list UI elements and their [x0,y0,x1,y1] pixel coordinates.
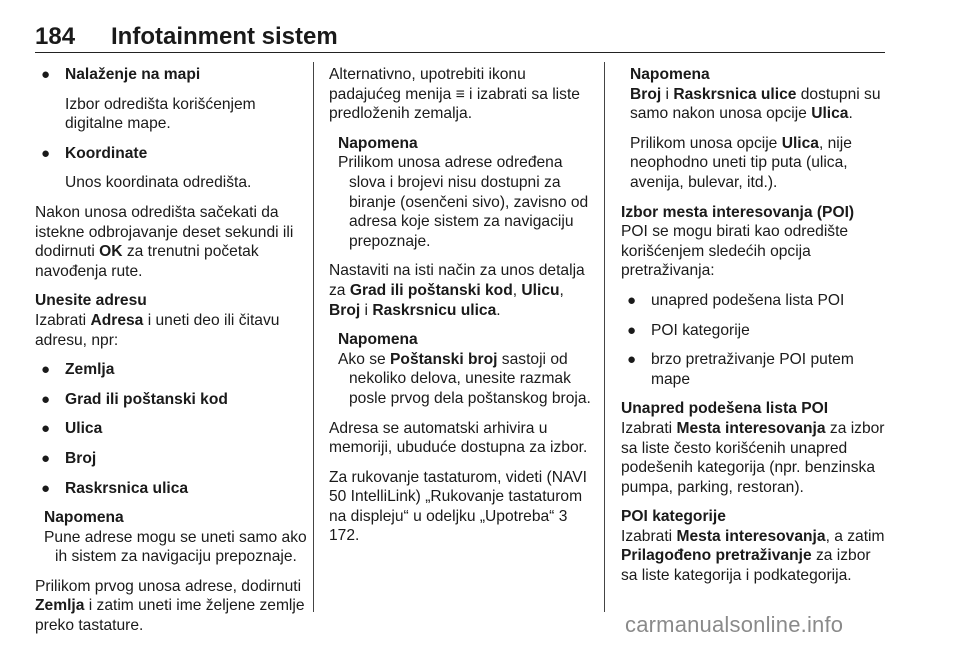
paragraph: Prilikom prvog unosa adrese, dodirnuti Zemlja i zatim uneti ime željene zemlje preko tastature. [35,577,305,635]
note-text: Broj i Raskrsnica ulice dostupni su samo nakon unosa opcije Ulica. [630,85,881,123]
bullet-description: Izbor odredišta korišćenjem digitalne mape. [65,95,256,133]
bullet-description: Unos koordinata odredišta. [65,174,252,192]
page-number: 184 [35,23,76,50]
note-title: Napomena [338,331,418,349]
paragraph: Nastaviti na isti način za unos detalja za Grad ili poštanski kod, Ulicu, Broj i Raskrsnicu ulica. [329,262,585,319]
section-heading: Izbor mesta interesovanja (POI) [621,203,855,221]
section [621,507,889,585]
bullet-item [35,144,308,164]
note-box [621,65,889,193]
list-item: ● unapred podešena lista POI [627,291,845,309]
column-divider [313,62,314,612]
bullet-icon: ● [41,361,51,379]
bullet-title: Koordinate [65,144,148,162]
bullet-icon: ● [627,321,637,339]
paragraph: Izabrati Mesta interesovanja za izbor sa liste često korišćenih unapred podešenih kategorija (npr. benzinska pumpa, parking, restoran). [621,419,885,496]
bullet-icon: ● [41,449,51,467]
bullet-icon: ● [41,420,51,438]
section-heading: Unapred podešena lista POI [621,400,829,418]
bullet-icon: ● [41,479,51,497]
note-box [329,330,595,408]
page-reference-icon: 3 [558,507,568,525]
note-title: Napomena [338,134,418,152]
section [35,291,308,350]
list-item: ● Raskrsnica ulica [41,479,189,497]
column-3 [621,65,889,596]
list-item: ● Grad ili poštanski kod [41,390,228,408]
bullet-icon: ● [627,351,637,369]
bullet-title: Nalaženje na mapi [65,66,201,83]
bullet-icon: ● [627,291,637,309]
bullet-icon: ● [41,66,51,83]
section-heading: POI kategorije [621,508,726,526]
watermark: carmanualsonline.info [625,612,844,637]
page-header [35,20,885,53]
list-item: ● Broj [41,449,97,467]
paragraph: POI se mogu birati kao odredište korišćenjem sledećih opcija pretraživanja: [621,223,849,280]
paragraph: Izabrati Adresa i uneti deo ili čitavu adresu, npr: [35,311,280,349]
bullet-icon: ● [41,390,51,408]
list-item: ● Ulica [41,420,103,438]
menu-icon: ≡ [455,85,465,103]
note-title: Napomena [630,66,710,83]
note-box [329,134,595,252]
column-divider [604,62,605,612]
column-1 [35,65,308,646]
paragraph: Alternativno, upotrebiti ikonu padajućeg menija ≡ i izabrati sa liste predloženih zemalja. [329,66,580,123]
list-item: ● Zemlja [41,361,115,379]
column-2 [329,65,595,556]
section-heading: Unesite adresu [35,292,147,310]
list-item: ● POI kategorije [627,321,750,339]
paragraph: Izabrati Mesta interesovanja, a zatim Prilagođeno pretraživanje za izbor sa liste kategorija i podkategorija. [621,527,885,585]
note-text: Prilikom unosa adrese određena slova i brojevi nisu dostupni za biranje (osenčeni sivo), zavisno od adresa koje sistem za navigaciju prepoznaje. [338,154,589,250]
note-box [35,508,308,567]
paragraph: Nakon unosa odredišta sačekati da istekne odbrojavanje deset sekundi ili dodirnuti OK za trenutni početak navođenja rute. [35,203,294,280]
note-text: Prilikom unosa opcije Ulica, nije neophodno uneti tip puta (ulica, avenija, bulevar, itd.). [630,134,852,191]
list-item: ● brzo pretraživanje POI putem mape [627,351,854,388]
section [621,203,889,281]
note-text: Ako se Poštanski broj sastoji od nekoliko delova, unesite razmak posle prvog dela poštanskog broja. [338,350,591,407]
paragraph: Adresa se automatski arhivira u memoriji, ubuduće dostupna za izbor. [329,419,588,457]
bullet-icon: ● [41,144,51,162]
section [621,399,889,497]
page-title: Infotainment sistem [111,23,338,50]
bullet-item [35,65,308,85]
paragraph: Za rukovanje tastaturom, videti (NAVI 50 IntelliLink) „Rukovanje tastaturom na displeju“ u odeljku „Upotreba“ 3 172. [329,468,587,545]
note-text: Pune adrese mogu se uneti samo ako ih sistem za navigaciju prepoznaje. [44,528,307,566]
note-title: Napomena [44,509,124,527]
